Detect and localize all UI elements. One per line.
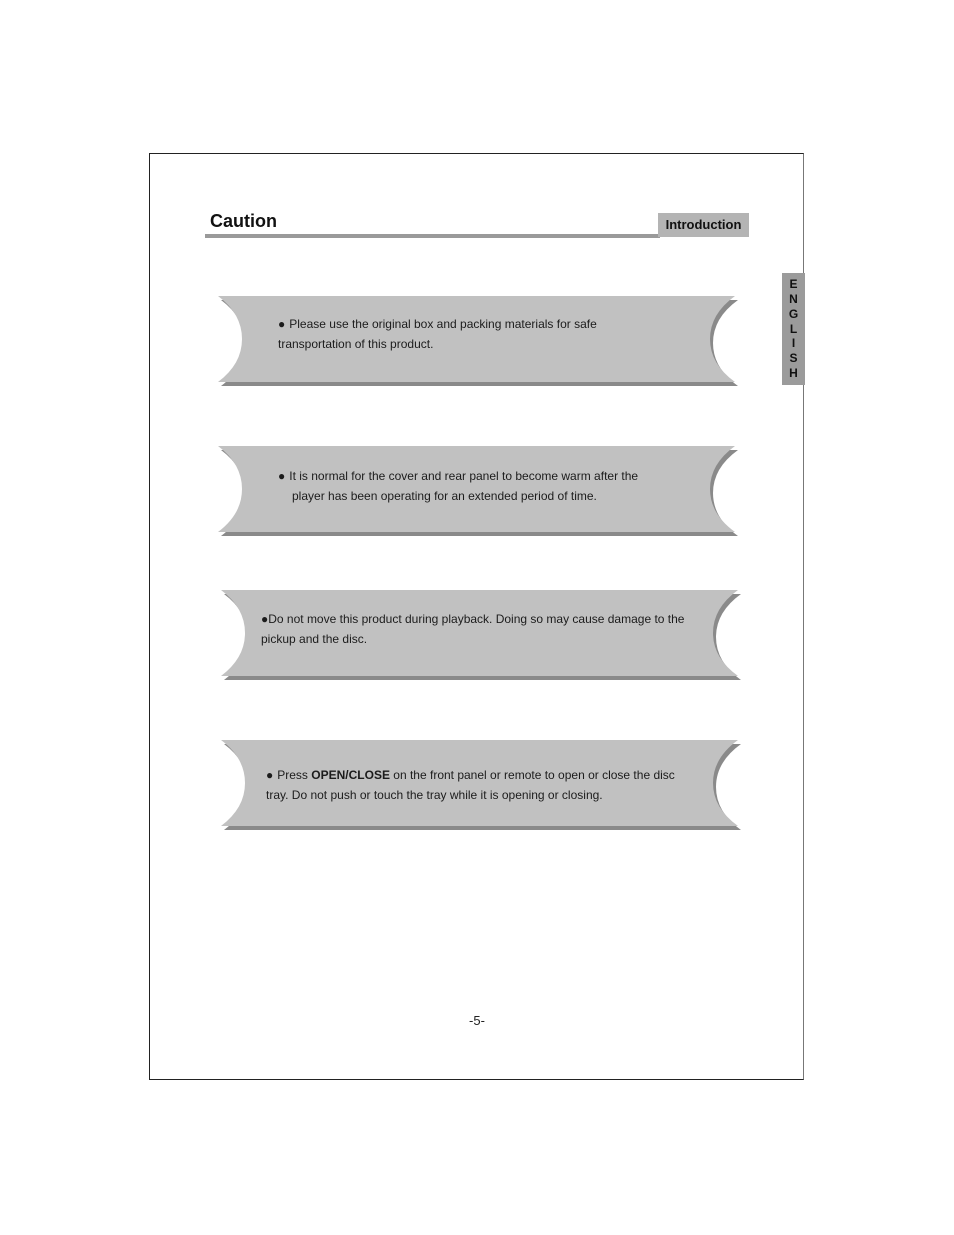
caution-banner [218, 740, 745, 830]
caution-text: ● It is normal for the cover and rear panel to become warm after the player has been operating for an extended period of time. [278, 469, 639, 503]
language-tab-letter: N [789, 292, 798, 306]
open-close-keyword: OPEN/CLOSE [311, 768, 390, 782]
caution-banner [215, 296, 742, 386]
bullet-icon: ● [278, 317, 286, 331]
language-tab-letter: S [789, 351, 798, 366]
bullet-icon: ● [266, 768, 274, 782]
section-label: Introduction [658, 213, 749, 237]
caution-text: ● Press OPEN/CLOSE on the front panel or remote to open or close the disc tray. Do not push or touch the tray while it is opening or closing. [266, 768, 675, 802]
language-tab-letter: L [789, 321, 798, 336]
bullet-icon: ● [261, 612, 269, 626]
language-tab-letter: G [788, 306, 799, 321]
caution-text: ● Please use the original box and packing materials for safe transportation of this product. [278, 317, 597, 351]
language-tab-letter: I [791, 336, 796, 351]
bullet-icon: ● [278, 469, 286, 483]
language-tab [782, 273, 805, 385]
page-title: Caution [210, 211, 277, 231]
language-tab-letter: H [789, 365, 798, 380]
language-tab-letter: E [789, 277, 798, 292]
page-number: -5- [469, 1013, 485, 1028]
title-underline [205, 234, 660, 238]
caution-banner [218, 590, 745, 680]
caution-text: ●Do not move this product during playback. Doing so may cause damage to the pickup and the disc. [261, 612, 685, 646]
caution-banner [215, 446, 742, 536]
